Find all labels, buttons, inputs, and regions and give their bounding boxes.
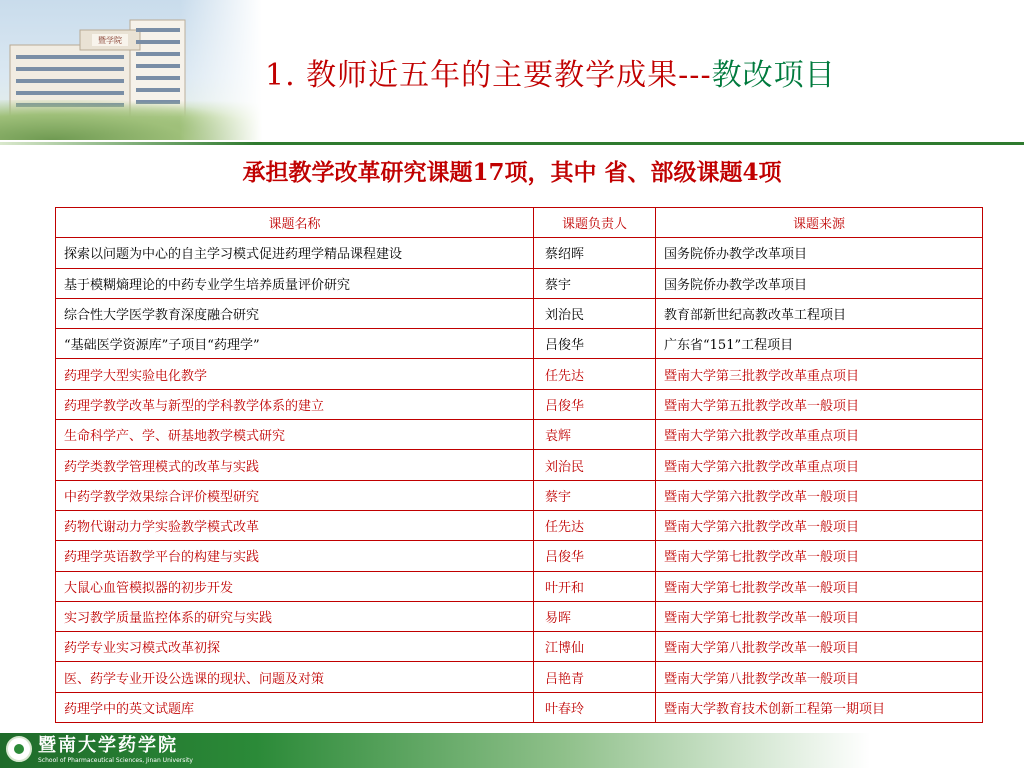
cell-project-name: 药学专业实习模式改革初探 (56, 632, 534, 662)
cell-leader: 吕艳青 (534, 662, 656, 692)
cell-leader: 刘治民 (534, 450, 656, 480)
header-divider (0, 142, 1024, 145)
table-row (56, 571, 983, 601)
cell-source: 暨南大学第八批教学改革一般项目 (656, 662, 983, 692)
cell-project-name: 药理学中的英文试题库 (56, 692, 534, 722)
table-header-row (56, 208, 983, 238)
cell-leader: 刘治民 (534, 298, 656, 328)
cell-leader: 吕俊华 (534, 541, 656, 571)
slide-subtitle: 承担教学改革研究课题17项，其中 省、部级课题4项 (242, 159, 782, 186)
cell-leader: 任先达 (534, 359, 656, 389)
cell-source: 暨南大学第七批教学改革一般项目 (656, 571, 983, 601)
slide-title (265, 56, 836, 96)
cell-leader: 叶春玲 (534, 692, 656, 722)
cell-source: 暨南大学第八批教学改革一般项目 (656, 632, 983, 662)
column-header-leader: 课题负责人 (534, 208, 656, 238)
cell-project-name: 药理学教学改革与新型的学科教学体系的建立 (56, 389, 534, 419)
university-logo-icon (6, 736, 32, 762)
table-row (56, 238, 983, 268)
cell-leader: 蔡宇 (534, 480, 656, 510)
slide-title-accent: 教改项目 (711, 58, 836, 93)
cell-project-name: 药理学大型实验电化教学 (56, 359, 534, 389)
cell-project-name: 探索以问题为中心的自主学习模式促进药理学精品课程建设 (56, 238, 534, 268)
cell-leader: 叶开和 (534, 571, 656, 601)
cell-project-name: 药学类教学管理模式的改革与实践 (56, 450, 534, 480)
table-row (56, 510, 983, 540)
cell-leader: 袁辉 (534, 420, 656, 450)
table-row (56, 298, 983, 328)
column-header-project-name: 课题名称 (56, 208, 534, 238)
projects-table (55, 207, 983, 723)
cell-project-name: 生命科学产、学、研基地教学模式研究 (56, 420, 534, 450)
slide-title-main: 1. 教师近五年的主要教学成果 (265, 58, 679, 93)
table-row (56, 632, 983, 662)
table-row (56, 601, 983, 631)
table-row (56, 662, 983, 692)
cell-source: 暨南大学第六批教学改革一般项目 (656, 510, 983, 540)
cell-source: 暨南大学教育技术创新工程第一期项目 (656, 692, 983, 722)
header-building-image (0, 0, 262, 140)
cell-project-name: 大鼠心血管模拟器的初步开发 (56, 571, 534, 601)
cell-source: 广东省“151”工程项目 (656, 329, 983, 359)
table-body (56, 238, 983, 723)
cell-source: 暨南大学第七批教学改革一般项目 (656, 541, 983, 571)
column-header-source: 课题来源 (656, 208, 983, 238)
cell-leader: 江博仙 (534, 632, 656, 662)
footer-school-name: 暨南大学药学院 (38, 735, 178, 756)
cell-leader: 任先达 (534, 510, 656, 540)
footer-school-name-en: School of Pharmaceutical Sciences, Jinan University (38, 757, 193, 764)
cell-project-name: 药物代谢动力学实验教学模式改革 (56, 510, 534, 540)
cell-project-name: 实习教学质量监控体系的研究与实践 (56, 601, 534, 631)
cell-leader: 蔡绍晖 (534, 238, 656, 268)
cell-leader: 吕俊华 (534, 389, 656, 419)
table-row (56, 450, 983, 480)
table-row (56, 541, 983, 571)
table-row (56, 480, 983, 510)
cell-project-name: 基于模糊熵理论的中药专业学生培养质量评价研究 (56, 268, 534, 298)
cell-source: 国务院侨办教学改革项目 (656, 268, 983, 298)
building-sign-text: 暨学院 (98, 36, 122, 45)
cell-source: 暨南大学第三批教学改革重点项目 (656, 359, 983, 389)
header-fade (180, 0, 262, 140)
cell-project-name: “基础医学资源库”子项目“药理学” (56, 329, 534, 359)
table-row (56, 329, 983, 359)
table-row (56, 359, 983, 389)
cell-source: 教育部新世纪高教改革工程项目 (656, 298, 983, 328)
cell-source: 国务院侨办教学改革项目 (656, 238, 983, 268)
table-row (56, 420, 983, 450)
cell-project-name: 医、药学专业开设公选课的现状、问题及对策 (56, 662, 534, 692)
cell-leader: 吕俊华 (534, 329, 656, 359)
cell-project-name: 中药学教学效果综合评价模型研究 (56, 480, 534, 510)
table-row (56, 389, 983, 419)
cell-source: 暨南大学第七批教学改革一般项目 (656, 601, 983, 631)
cell-leader: 易晖 (534, 601, 656, 631)
slide-title-separator: --- (678, 58, 712, 93)
cell-project-name: 药理学英语教学平台的构建与实践 (56, 541, 534, 571)
cell-source: 暨南大学第六批教学改革一般项目 (656, 480, 983, 510)
cell-source: 暨南大学第六批教学改革重点项目 (656, 450, 983, 480)
cell-leader: 蔡宇 (534, 268, 656, 298)
table-row (56, 692, 983, 722)
cell-source: 暨南大学第五批教学改革一般项目 (656, 389, 983, 419)
cell-source: 暨南大学第六批教学改革重点项目 (656, 420, 983, 450)
table-row (56, 268, 983, 298)
cell-project-name: 综合性大学医学教育深度融合研究 (56, 298, 534, 328)
